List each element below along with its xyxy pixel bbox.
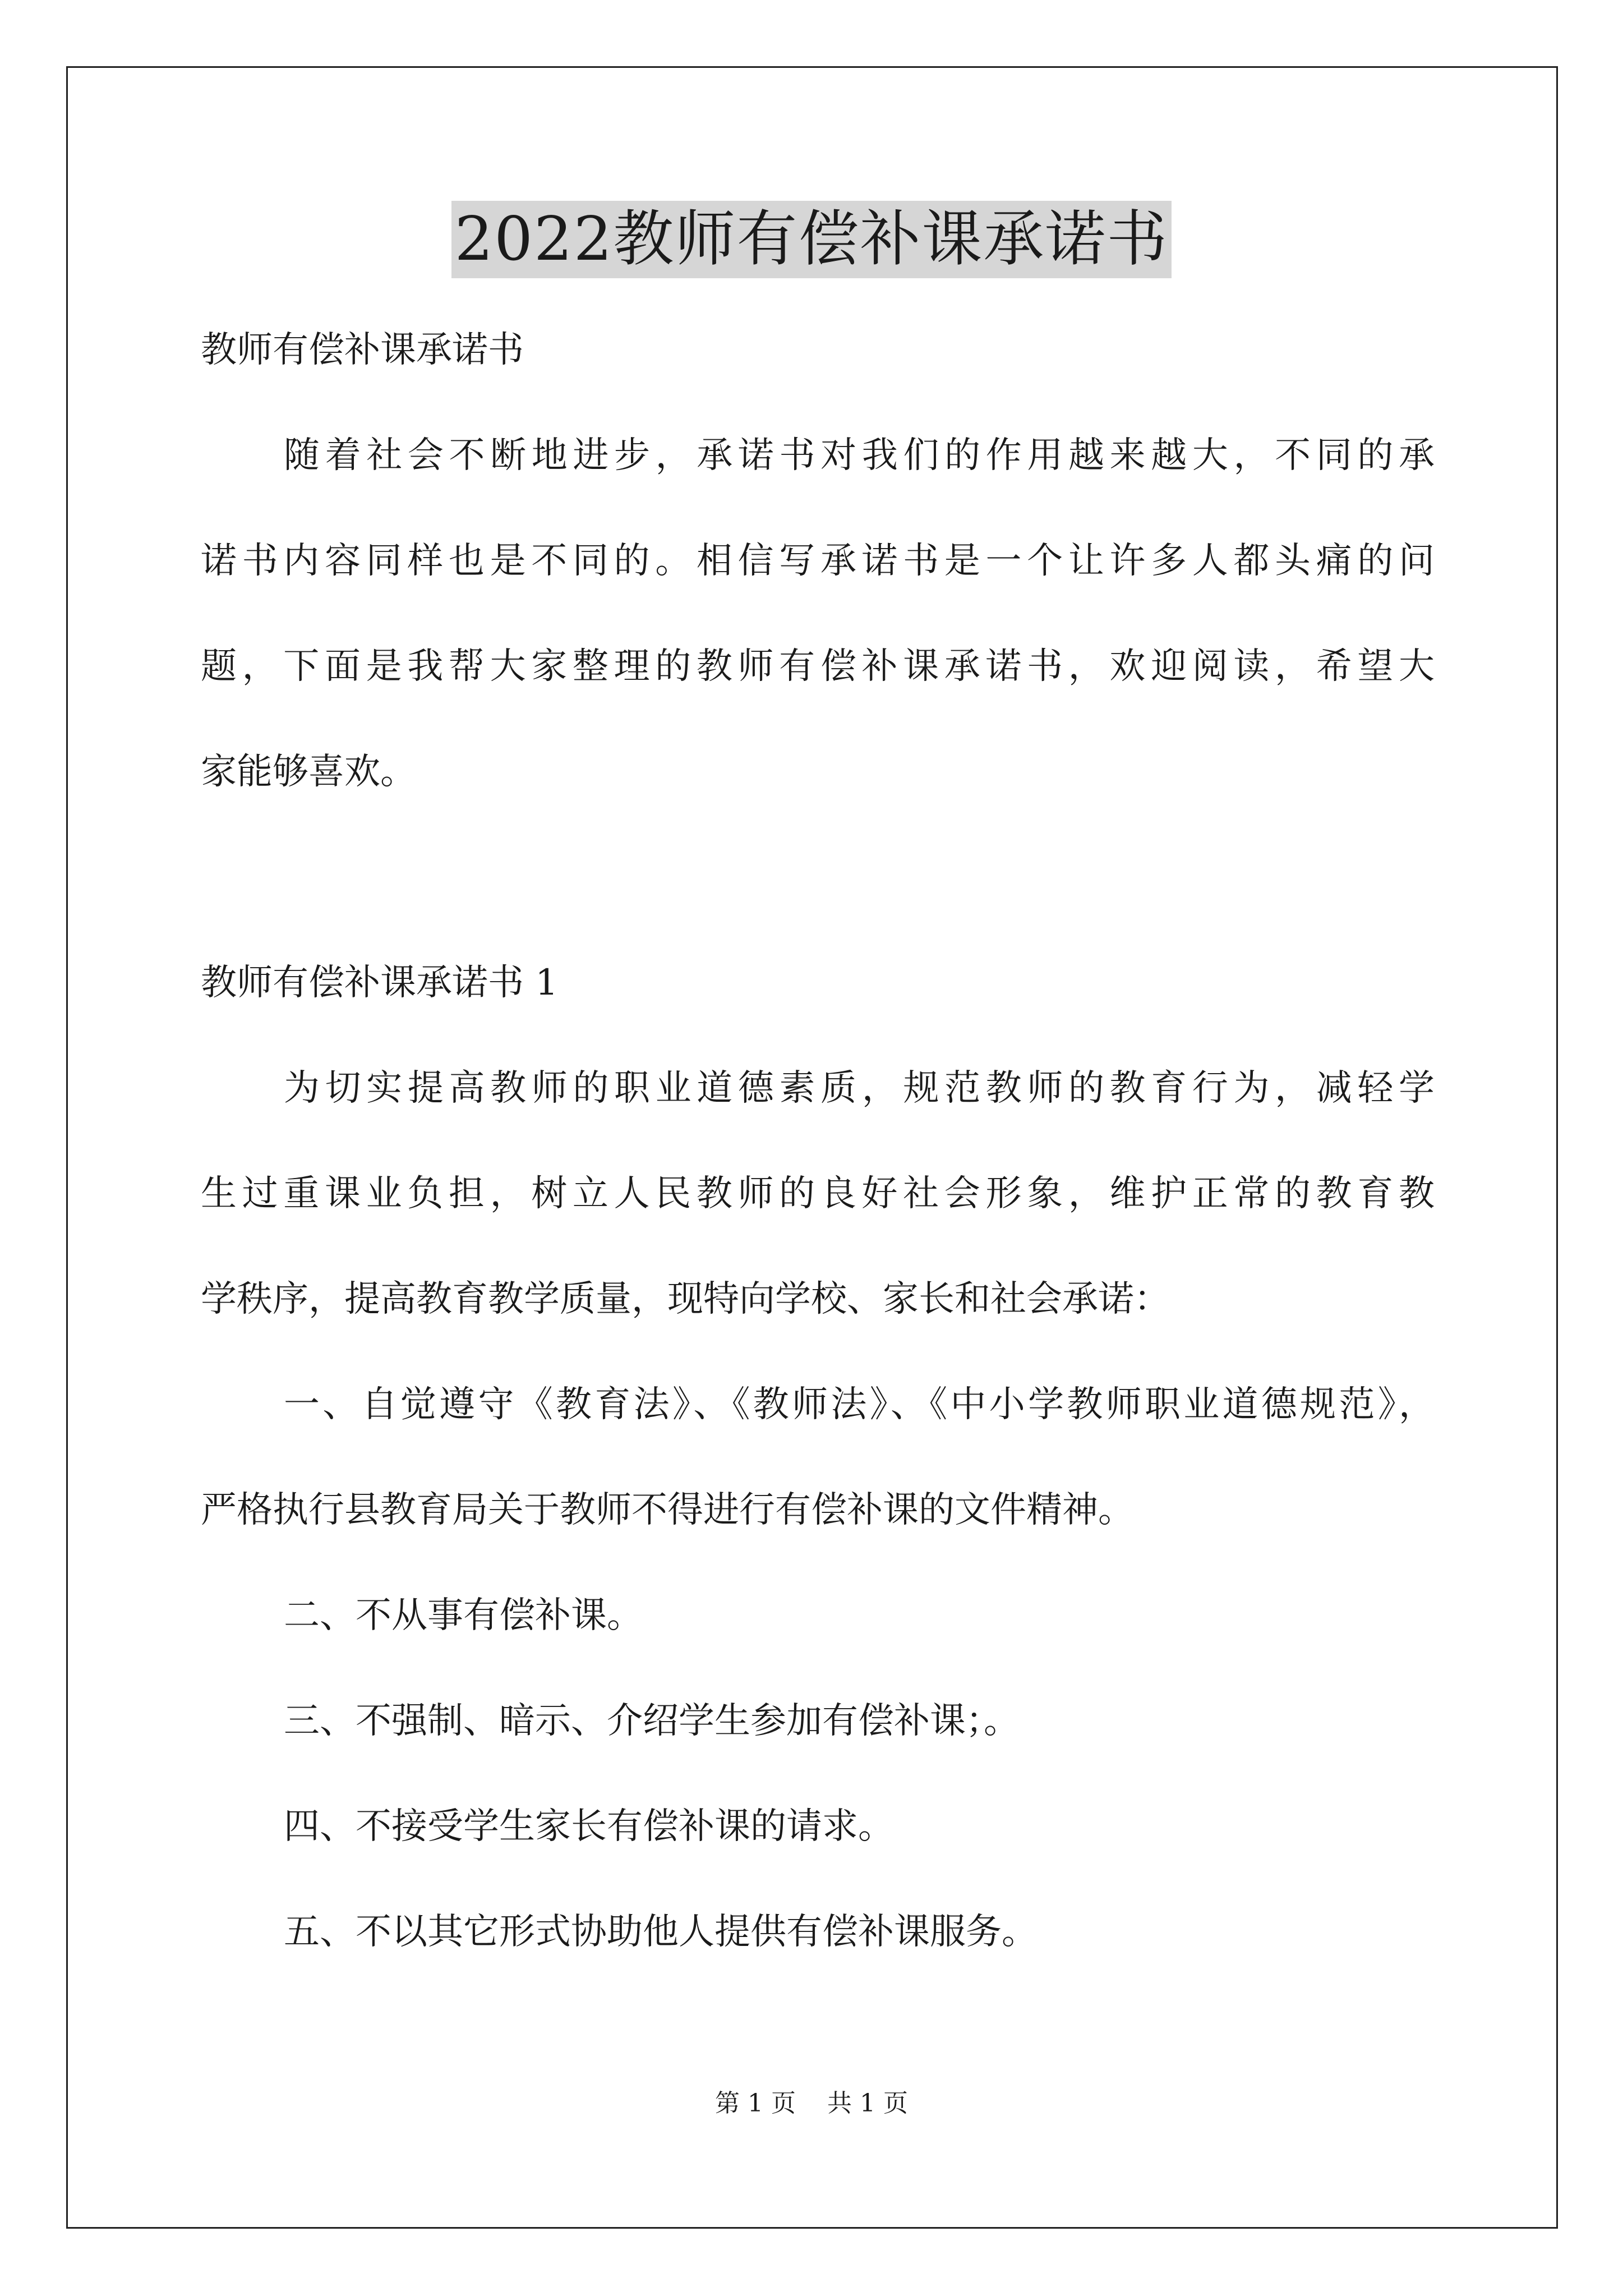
subtitle: 教师有偿补课承诺书 <box>201 329 524 371</box>
paragraph-line: 学秩序，提高教育教学质量，现特向学校、家长和社会承诺： <box>201 1278 1170 1320</box>
commitment-item-1 <box>201 1352 1435 1563</box>
document-title: 2022教师有偿补课承诺书 <box>451 201 1172 278</box>
paragraph-line: 题，下面是我帮大家整理的教师有偿补课承诺书，欢迎阅读，希望大 <box>201 646 1435 687</box>
section-heading: 教师有偿补课承诺书 1 <box>201 962 559 1004</box>
paragraph-line: 诺书内容同样也是不同的。相信写承诺书是一个让许多人都头痛的问 <box>201 540 1435 582</box>
section-paragraph <box>201 1036 1435 1352</box>
intro-paragraph <box>201 403 1435 825</box>
page-number-current: 第 1 页 <box>715 2089 796 2118</box>
paragraph-line: 一、自觉遵守《教育法》、《教师法》、《中小学教师职业道德规范》， <box>284 1384 1435 1425</box>
title-container <box>0 201 1623 278</box>
paragraph-line: 严格执行县教育局关于教师不得进行有偿补课的文件精神。 <box>201 1489 1134 1531</box>
document-body <box>201 297 1435 1985</box>
paragraph-line: 家能够喜欢。 <box>201 751 416 793</box>
commitment-item-3: 三、不强制、暗示、介绍学生参加有偿补课；。 <box>284 1700 1020 1742</box>
paragraph-line: 为切实提高教师的职业道德素质，规范教师的教育行为，减轻学 <box>284 1068 1435 1109</box>
commitment-item-5: 五、不以其它形式协助他人提供有偿补课服务。 <box>284 1911 1038 1953</box>
page-footer <box>0 2087 1623 2120</box>
commitment-item-4: 四、不接受学生家长有偿补课的请求。 <box>284 1806 894 1847</box>
page-number-total: 共 1 页 <box>827 2089 908 2118</box>
paragraph-line: 随着社会不断地进步，承诺书对我们的作用越来越大，不同的承 <box>284 435 1435 476</box>
commitment-item-2: 二、不从事有偿补课。 <box>284 1595 643 1636</box>
blank-line <box>201 825 1435 930</box>
paragraph-line: 生过重课业负担，树立人民教师的良好社会形象，维护正常的教育教 <box>201 1173 1435 1214</box>
